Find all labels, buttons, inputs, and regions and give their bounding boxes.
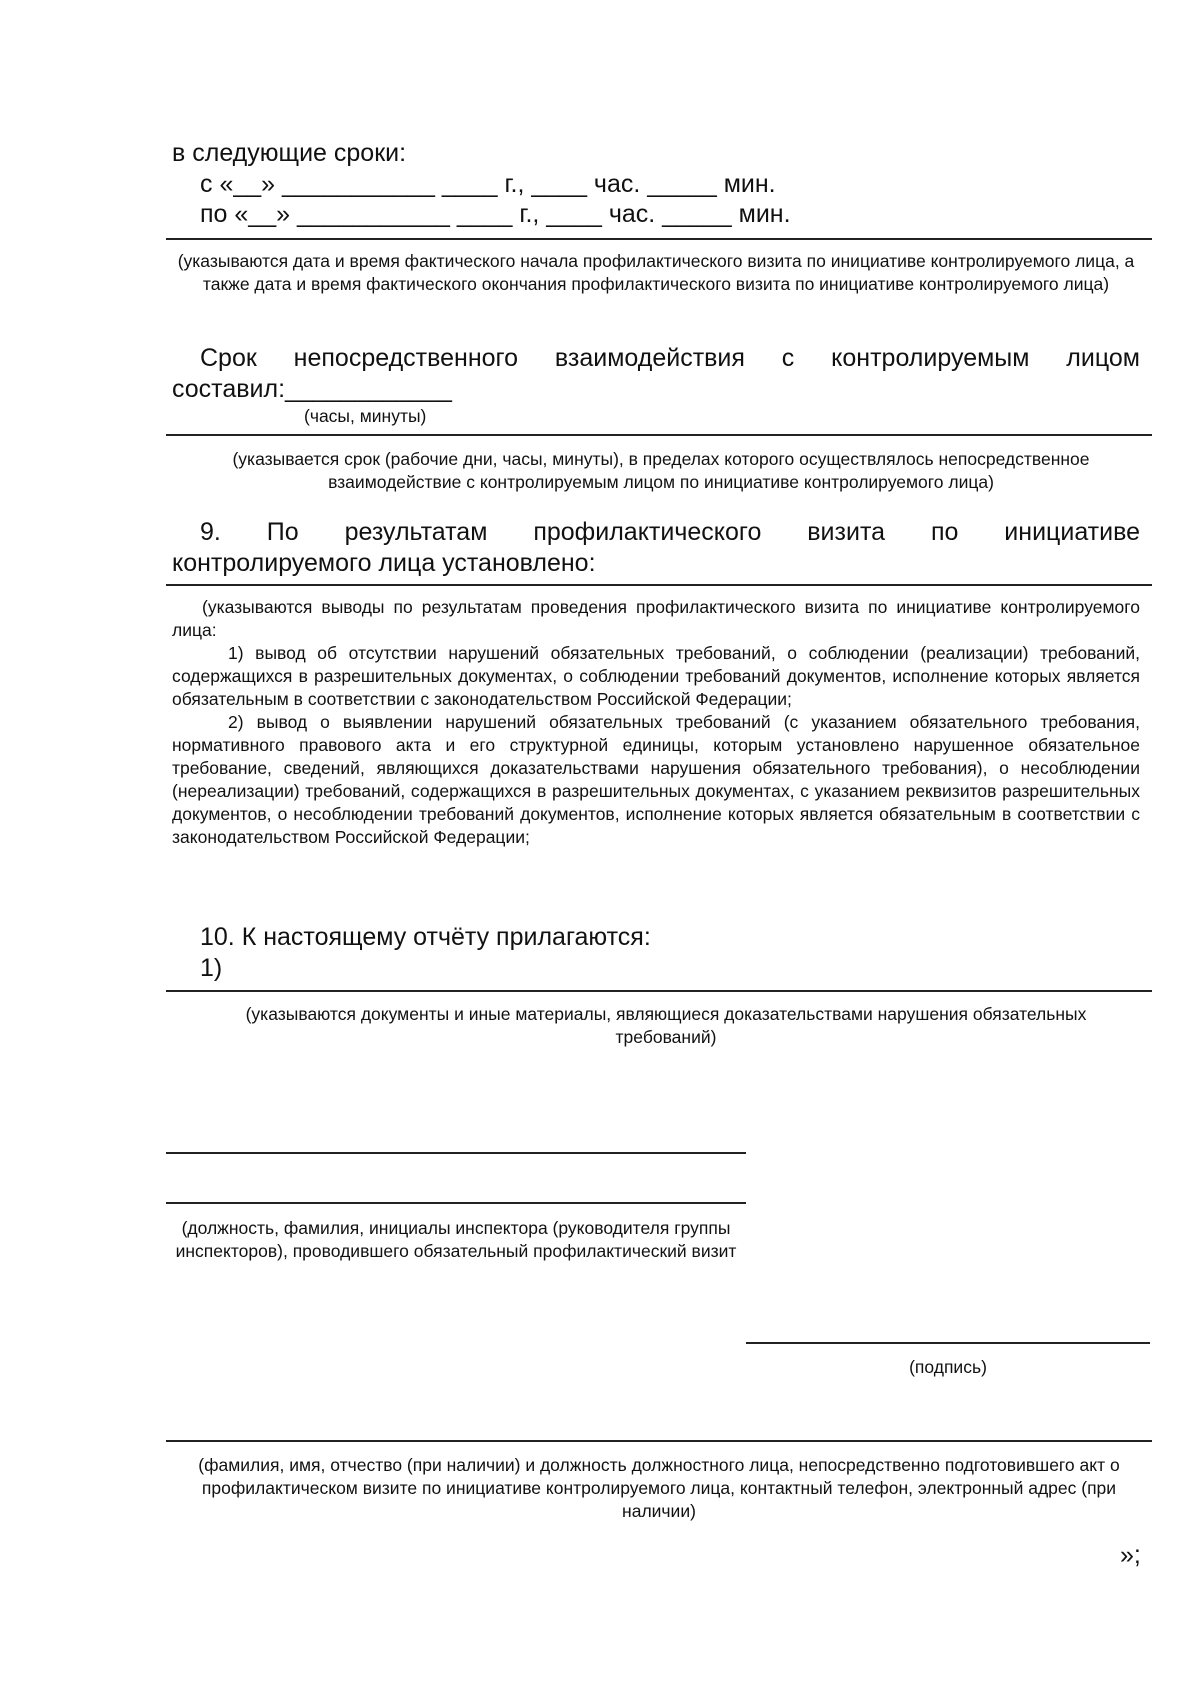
terms-from-line: с «__» ___________ ____ г., ____ час. _____ мин. [200, 170, 776, 198]
section9-line-1: 9. По результатам профилактического визита по инициативе [200, 518, 1140, 546]
rule-dates [166, 238, 1152, 240]
note-inspector: (должность, фамилия, инициалы инспектора (руководителя группы инспекторов), проводившего обязательный профилактический визит [175, 1218, 737, 1261]
note-results-item-2: 2) вывод о выявлении нарушений обязательных требований (с указанием обязательного требования, нормативного правового акта и его структурной единицы, которым установлено нарушенное обязательное требование, сведений, являющихся доказательствами нарушения обязательного требования), о несоблюдении (нереализации) требований, содержащихся в разрешительных документах, с указанием реквизитов разрешительных документов, о несоблюдении требований документов, исполнение которых является обязательным в соответствии с законодательством Российской Федерации; [172, 712, 1140, 847]
terms-to-line: по «__» ___________ ____ г., ____ час. _____ мин. [200, 200, 791, 228]
rule-official [166, 1440, 1152, 1442]
closing-mark: »; [1120, 1541, 1141, 1569]
rule-attachments [166, 990, 1152, 992]
duration-line-1: Срок непосредственного взаимодействия с контролируемым лицом [200, 344, 1140, 372]
section9-line-2: контролируемого лица установлено: [172, 549, 596, 577]
note-results-item-1: 1) вывод об отсутствии нарушений обязательных требований, о соблюдении (реализации) требований, содержащихся в разрешительных документах, о соблюдении требований документов, исполнение которых является обязательным в соответствии с законодательством Российской Федерации; [172, 643, 1140, 709]
note-attachments: (указываются документы и иные материалы, являющиеся доказательствами нарушения обязательных требований) [245, 1004, 1087, 1047]
duration-hint: (часы, минуты) [304, 406, 427, 426]
rule-signature [746, 1342, 1150, 1344]
section10-item-1: 1) [200, 954, 223, 982]
note-results [172, 596, 1140, 849]
duration-line-2: составил:____________ [172, 375, 452, 403]
terms-heading: в следующие сроки: [172, 139, 407, 167]
note-official: (фамилия, имя, отчество (при наличии) и должность должностного лица, непосредственно подготовившего акт о профилактическом визите по инициативе контролируемого лица, контактный телефон, электронный адрес (при наличии) [198, 1455, 1120, 1521]
section10-heading: 10. К настоящему отчёту прилагаются: [200, 923, 651, 951]
rule-inspector-1 [166, 1152, 746, 1154]
note-signature: (подпись) [909, 1357, 987, 1377]
note-dates: (указываются дата и время фактического начала профилактического визита по инициативе контролируемого лица, а также дата и время фактического окончания профилактического визита по инициативе контролируемого лица) [177, 251, 1135, 294]
rule-duration [166, 434, 1152, 436]
note-results-intro: (указываются выводы по результатам проведения профилактического визита по инициативе контролируемого лица: [172, 597, 1140, 640]
rule-results [166, 584, 1152, 586]
rule-inspector-2 [166, 1202, 746, 1204]
note-duration: (указывается срок (рабочие дни, часы, минуты), в пределах которого осуществлялось непосредственное взаимодействие с контролируемым лицом по инициативе контролируемого лица) [232, 449, 1090, 492]
